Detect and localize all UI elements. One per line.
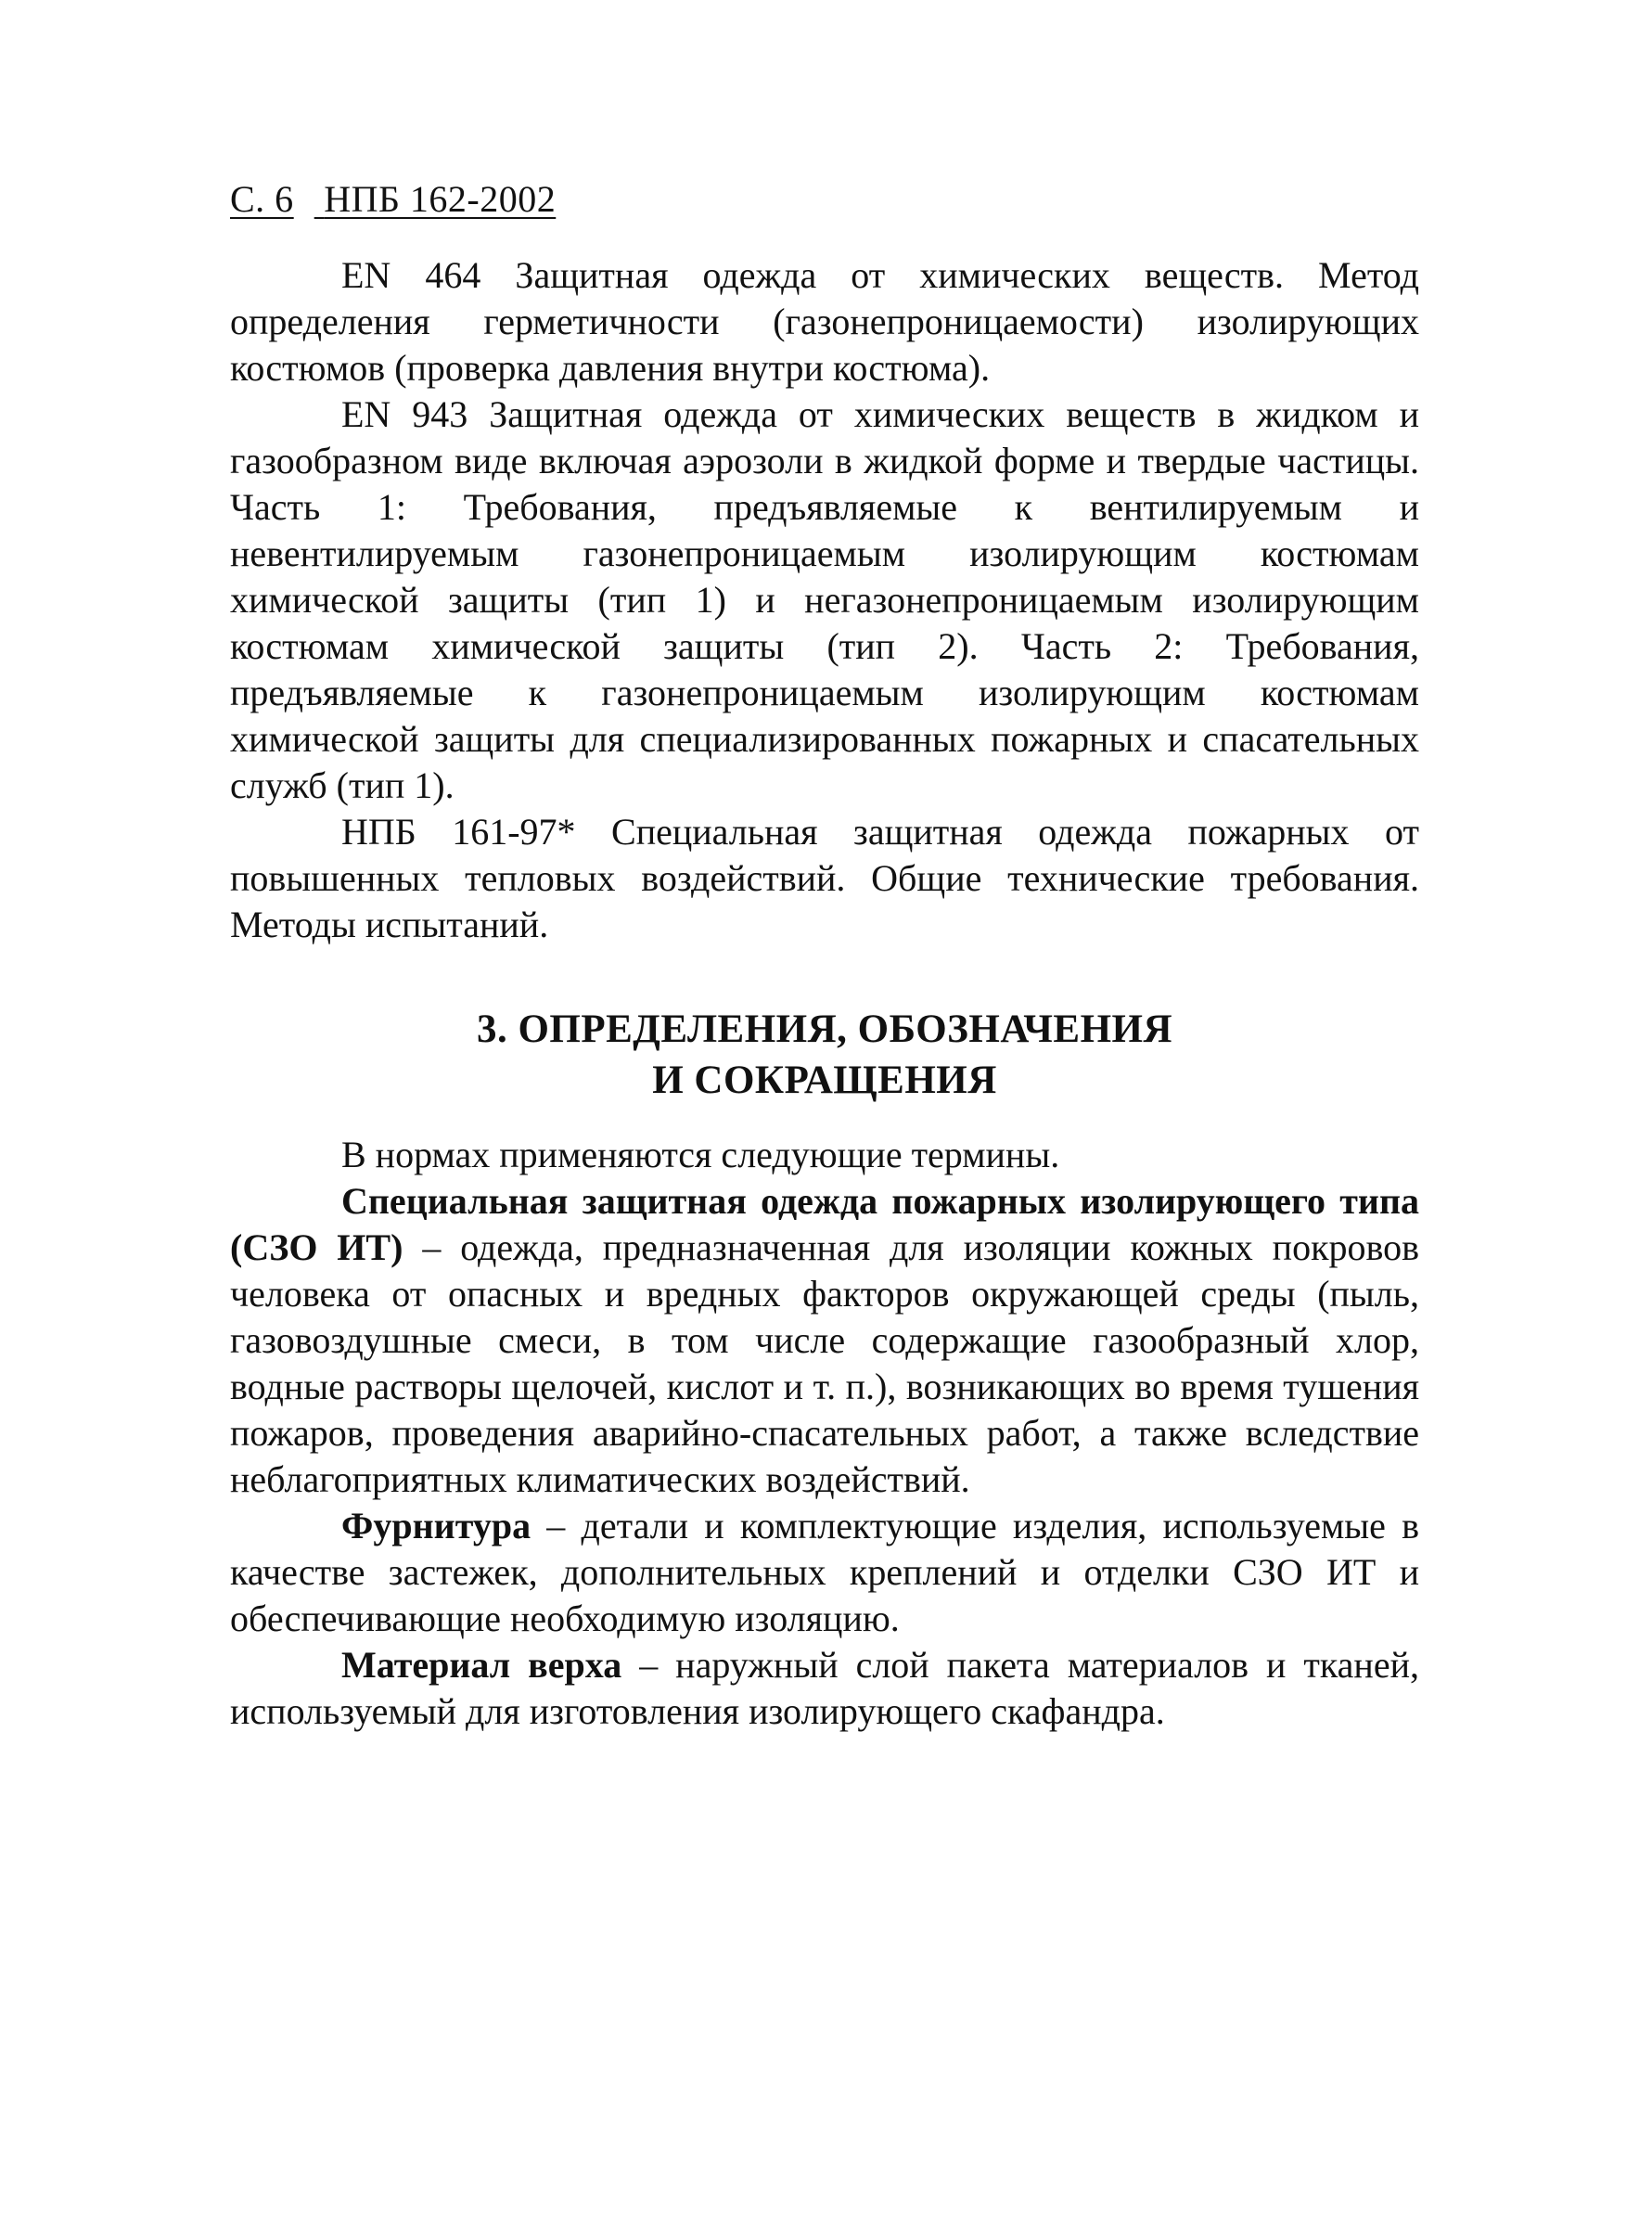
definition-term: Фурнитура: [341, 1505, 531, 1546]
definition-furnitura: [230, 1503, 1419, 1642]
definition-material-verkha: [230, 1642, 1419, 1735]
definition-term: Специальная защитная одежда пожарных изолирующего типа (СЗО ИТ): [230, 1180, 1419, 1268]
page-header: [230, 176, 1419, 223]
document-page: [230, 176, 1419, 1735]
document-code: НПБ 162-2002: [324, 178, 557, 220]
reference-en943: EN 943 Защитная одежда от химических веществ в жидком и газообразном виде включая аэрозоли в жидкой форме и твердые частицы. Часть 1: Требования, предъявляемые к вентилируемым и невентилируемым газонепроницаемым изолирующим костюмам химической защиты (тип 1) и негазонепроницаемым изолирующим костюмам химической защиты (тип 2). Часть 2: Требования, предъявляемые к газонепроницаемым изолирующим костюмам химической защиты для специализированных пожарных и спасательных служб (тип 1).: [230, 393, 1419, 806]
definition-text: – наружный слой пакета материалов и тканей, используемый для изготовления изолирующего скафандра.: [230, 1644, 1420, 1732]
definitions-intro: В нормах применяются следующие термины.: [341, 1134, 1060, 1175]
definition-text: – одежда, предназначенная для изоляции кожных покровов человека от опасных и вредных факторов окружающей среды (пыль, газовоздушные смеси, в том числе содержащие газообразный хлор, водные растворы щелочей, кислот и т. п.), возникающих во время тушения пожаров, проведения аварийно-спасательных работ, а также вследствие неблагоприятных климатических воздействий.: [230, 1226, 1420, 1500]
section-title-line2: И СОКРАЩЕНИЯ: [652, 1059, 997, 1102]
definition-term: Материал верха: [341, 1644, 622, 1686]
definition-szo-it: [230, 1178, 1419, 1503]
section-title: [230, 1004, 1419, 1106]
section-title-line1: 3. ОПРЕДЕЛЕНИЯ, ОБОЗНАЧЕНИЯ: [476, 1007, 1173, 1051]
definition-text: – детали и комплектующие изделия, используемые в качестве застежек, дополнительных креплений и отделки СЗО ИТ и обеспечивающие необходимую изоляцию.: [230, 1505, 1419, 1639]
reference-en464: EN 464 Защитная одежда от химических веществ. Метод определения герметичности (газонепроницаемости) изолирующих костюмов (проверка давления внутри костюма).: [230, 254, 1419, 389]
page-number: С. 6: [230, 178, 294, 220]
reference-npb161: НПБ 161-97* Специальная защитная одежда пожарных от повышенных тепловых воздействий. Общие технические требования. Методы испытаний.: [230, 811, 1419, 945]
